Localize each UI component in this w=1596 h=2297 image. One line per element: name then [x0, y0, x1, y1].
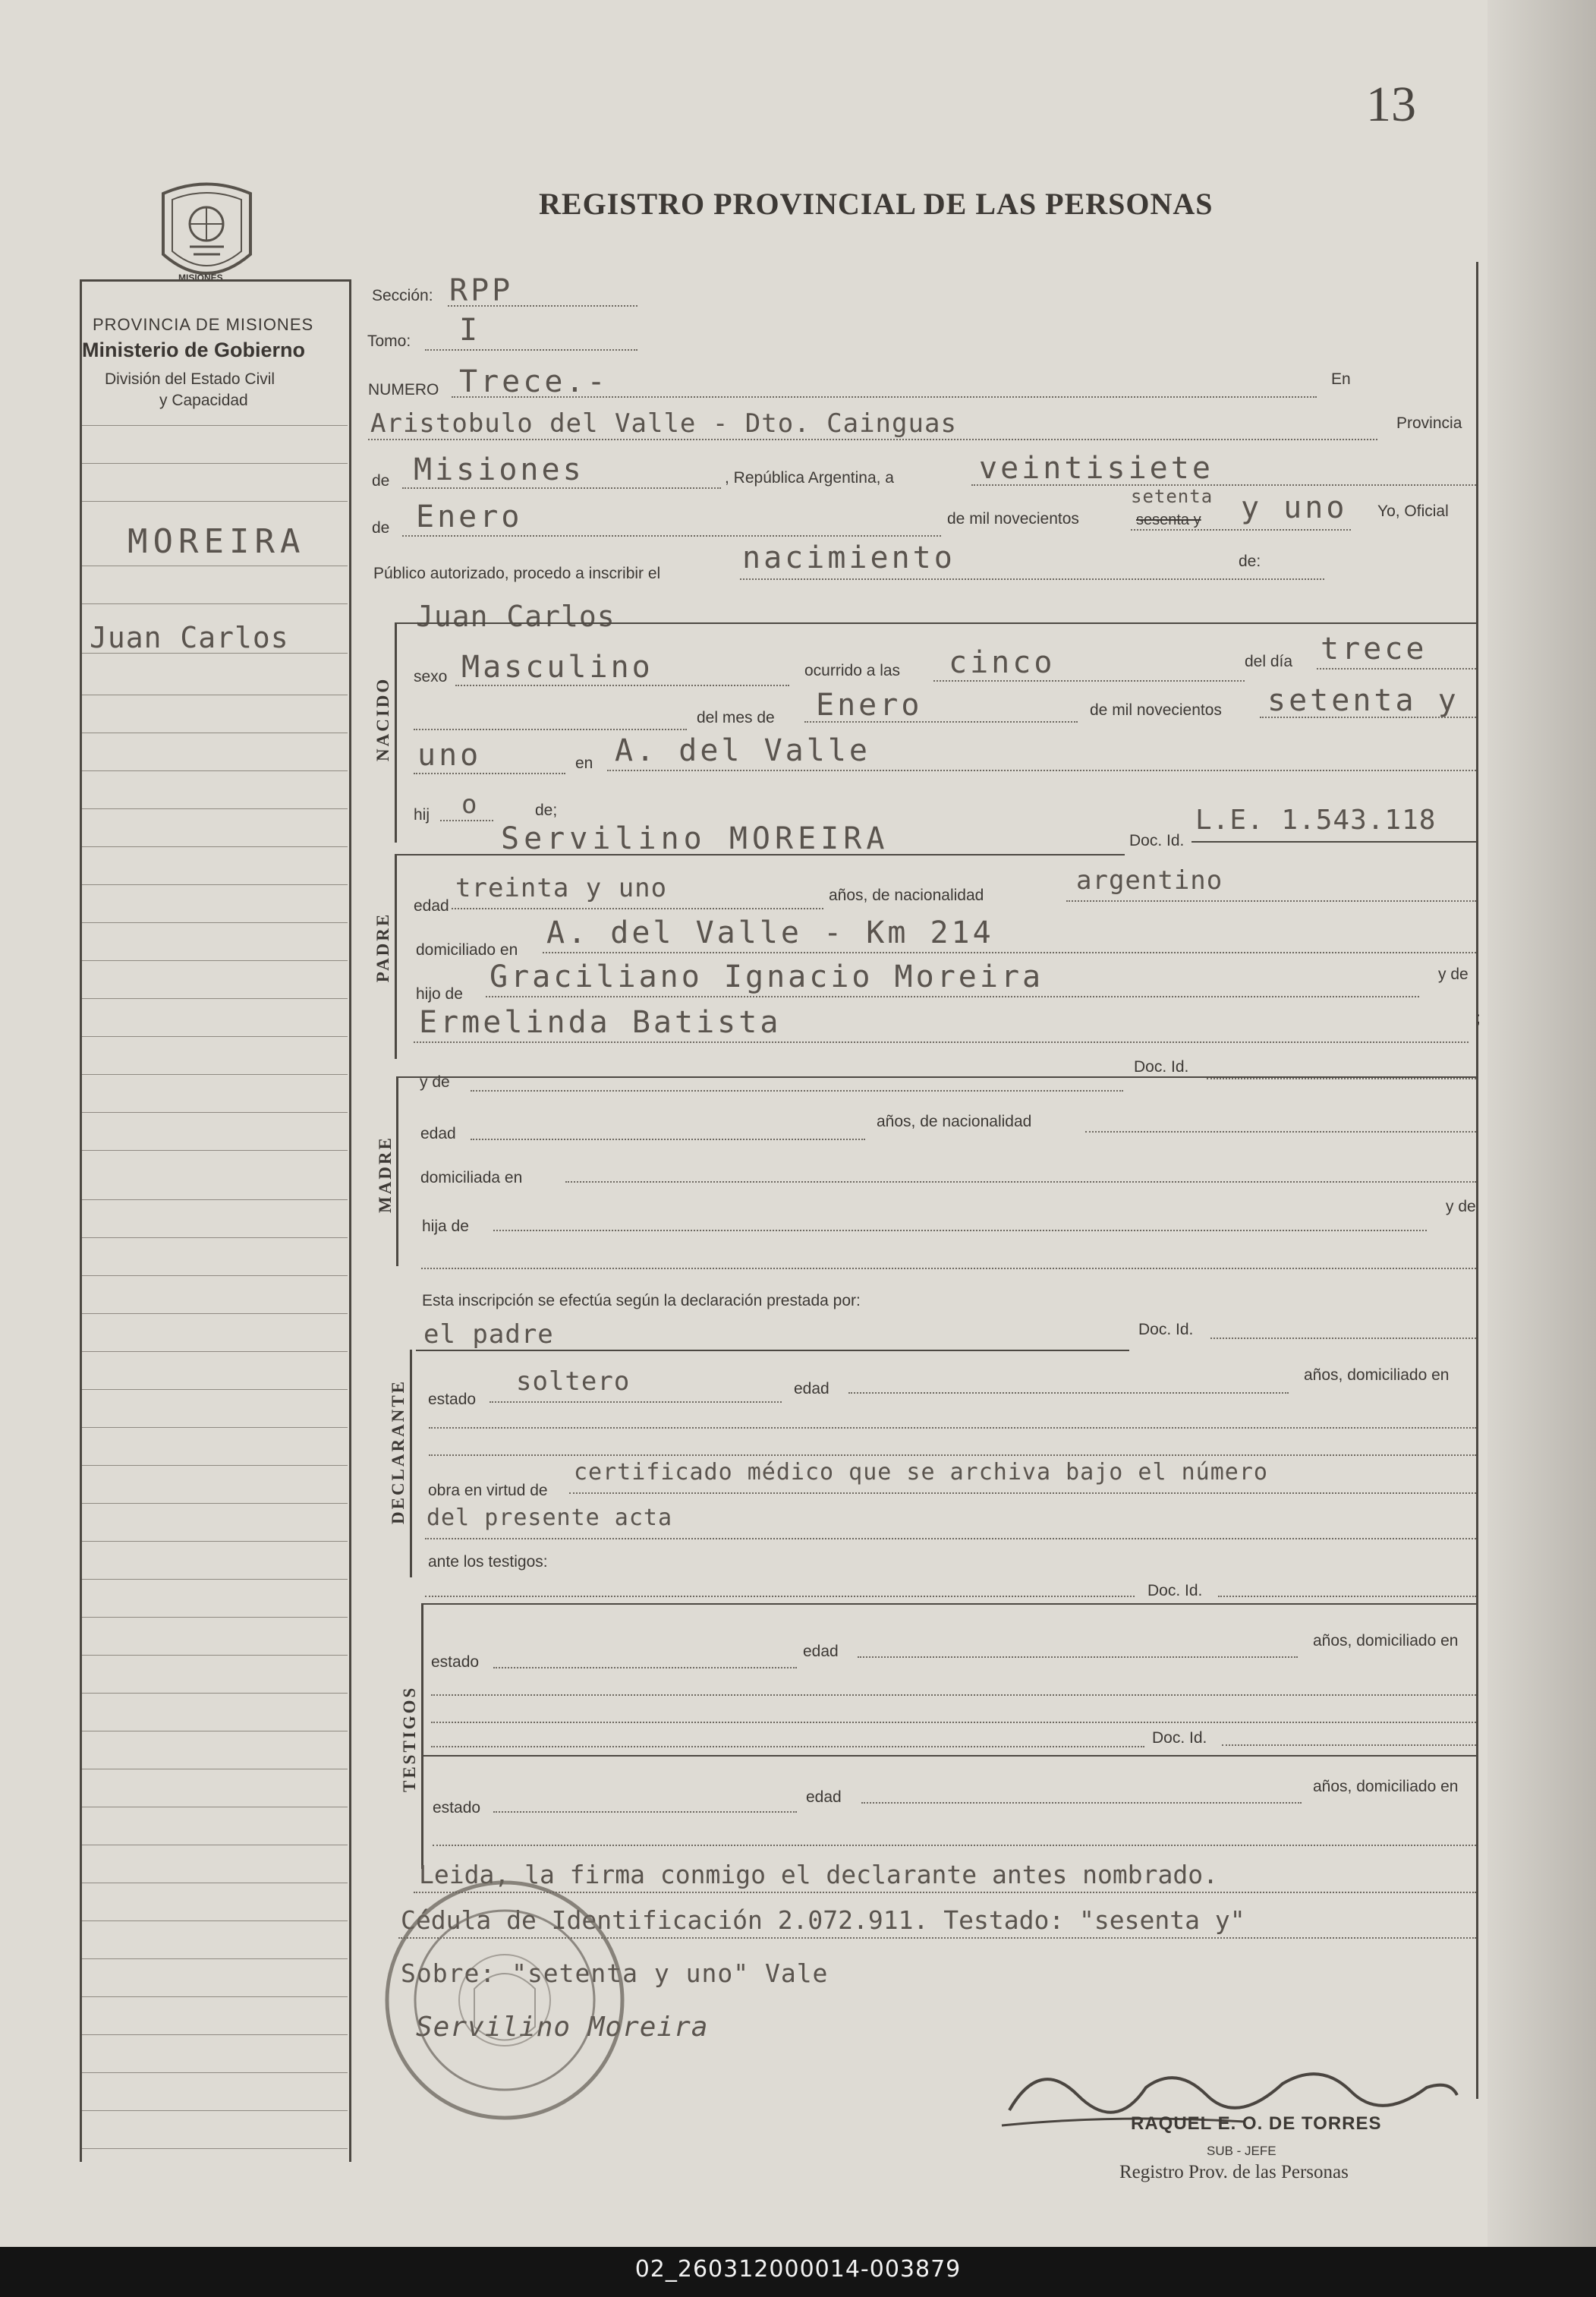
nacido-year-label: de mil novecientos	[1090, 701, 1222, 719]
child-name-rule	[396, 622, 1476, 624]
hour-value: cinco	[949, 645, 1056, 680]
declarante-estado-label: estado	[428, 1391, 477, 1408]
nacido-day-value: trece	[1321, 632, 1428, 666]
official-role: SUB - JEFE	[1207, 2144, 1276, 2158]
place-value: Aristobulo del Valle - Dto. Cainguas	[370, 408, 957, 439]
sexo-rule	[455, 685, 789, 686]
act-rule	[740, 578, 1324, 580]
provincia-label: Provincia	[1396, 414, 1462, 432]
nacido-bracket	[395, 622, 397, 843]
page-number: 13	[1366, 77, 1416, 132]
testigo2-edad-rule	[861, 1802, 1302, 1804]
right-border	[1476, 262, 1478, 2099]
seal-label: MISIONES	[178, 273, 223, 283]
padre-nac-rule	[1066, 900, 1476, 902]
seccion-rule	[448, 305, 637, 307]
padre-doc-rule	[1191, 841, 1476, 843]
testigo1-estado-label: estado	[431, 1653, 480, 1671]
nacido-year2-rule	[414, 773, 565, 774]
closing-line-1: Leida, la firma conmigo el declarante antes nombrado.	[419, 1860, 1218, 1889]
official-office: Registro Prov. de las Personas	[1119, 2162, 1349, 2182]
sidebar-division-2: y Capacidad	[159, 392, 248, 409]
declarante-estado-value: soltero	[516, 1366, 631, 1397]
madre-hija-de-label: hija de	[422, 1218, 469, 1235]
madre-edad-rule	[471, 1139, 865, 1140]
oficial-label: Yo, Oficial	[1377, 503, 1449, 520]
padre-bracket	[395, 854, 397, 1059]
year-rule	[1131, 529, 1351, 531]
madre-nac-rule	[1085, 1131, 1476, 1133]
de-label: de	[372, 472, 390, 490]
padre-father-rule	[486, 996, 1419, 997]
declarante-section-label: DECLARANTE	[389, 1379, 408, 1524]
declarante-doc-rule	[1210, 1338, 1476, 1339]
year-struck: sesenta y	[1136, 512, 1201, 528]
day-value: veintisiete	[979, 451, 1214, 486]
declarante-dom-label: años, domiciliado en	[1304, 1366, 1450, 1384]
padre-name-rule	[396, 854, 1125, 855]
padre-doc-value: L.E. 1.543.118	[1195, 805, 1437, 836]
closing-line-3: Sobre: "setenta y uno" Vale	[401, 1958, 829, 1988]
sidebar-province: PROVINCIA DE MISIONES	[93, 315, 314, 334]
page-edge-shadow	[1487, 0, 1596, 2247]
padre-hijo-de-label: hijo de	[416, 985, 463, 1003]
testigo1-dom-rule	[431, 1694, 1476, 1696]
nacido-year-value: setenta y	[1267, 683, 1459, 718]
nacido-month-rule	[804, 721, 1078, 723]
testigo2-dom-rule	[433, 1845, 1476, 1846]
sexo-label: sexo	[414, 668, 448, 685]
padre-dom-value: A. del Valle - Km 214	[546, 915, 994, 950]
madre-y-de-label: y de	[420, 1073, 450, 1091]
numero-value: Trece.-	[459, 364, 609, 399]
seccion-label: Sección:	[372, 287, 433, 304]
padre-mother-rule	[414, 1041, 1469, 1043]
declarante-name: el padre	[423, 1319, 554, 1350]
testigo2-estado-rule	[493, 1811, 797, 1813]
padre-doc-label: Doc. Id.	[1129, 832, 1185, 849]
declarante-dom-rule	[429, 1427, 1476, 1429]
padre-nac-value: argentino	[1076, 865, 1223, 896]
testigo2-doc-rule	[1222, 1744, 1476, 1746]
testigo1-dom-rule-2	[431, 1722, 1476, 1723]
testigo1-doc-label: Doc. Id.	[1147, 1582, 1203, 1599]
child-name: Juan Carlos	[416, 600, 615, 633]
madre-y-de2-label: y de	[1446, 1198, 1476, 1215]
del-dia-label: del día	[1245, 653, 1293, 670]
testigo1-edad-label: edad	[803, 1643, 839, 1660]
en-label: En	[1331, 370, 1351, 388]
hijo-rule	[440, 820, 493, 821]
mes-prefix-rule	[414, 729, 687, 730]
padre-semicolon: ;	[1476, 1010, 1481, 1027]
numero-rule	[452, 396, 1317, 398]
padre-dom-rule	[543, 952, 1476, 953]
hijo-label: hij	[414, 806, 430, 824]
testigo1-edad-rule	[858, 1656, 1298, 1658]
nacido-year-value-2: uno	[417, 738, 482, 773]
de2-label: de:	[1239, 553, 1261, 570]
year-label: de mil novecientos	[947, 510, 1079, 528]
year-value: y uno	[1241, 490, 1348, 525]
nacido-place-rule	[607, 770, 1476, 771]
madre-dom-rule	[565, 1181, 1476, 1183]
padre-section-label: PADRE	[373, 912, 392, 983]
sidebar-top-border	[80, 279, 349, 282]
madre-mother-rule	[421, 1268, 1476, 1269]
month-value: Enero	[416, 499, 523, 534]
testigos-section-label: TESTIGOS	[400, 1685, 419, 1792]
declarante-edad-rule	[848, 1392, 1289, 1394]
sidebar-given-names: Juan Carlos	[90, 621, 289, 654]
obra-value: certificado médico que se archiva bajo el número	[574, 1459, 1268, 1486]
nacido-place-value: A. del Valle	[615, 733, 870, 768]
act-value: nacimiento	[742, 540, 955, 575]
madre-section-label: MADRE	[376, 1136, 395, 1213]
obra-label: obra en virtud de	[428, 1482, 548, 1499]
hijo-de-label: de;	[535, 802, 558, 819]
province-value: Misiones	[414, 452, 584, 487]
padre-name: Servilino MOREIRA	[501, 821, 889, 856]
declarante-doc-label: Doc. Id.	[1138, 1321, 1194, 1338]
year-inserted: setenta	[1131, 486, 1214, 507]
declarante-intro: Esta inscripción se efectúa según la declaración prestada por:	[422, 1292, 861, 1309]
sidebar-ministry: Ministerio de Gobierno	[82, 339, 306, 361]
de-label-2: de	[372, 519, 390, 537]
testigo1-estado-rule	[493, 1667, 797, 1668]
testigo2-dom-label: años, domiciliado en	[1313, 1778, 1459, 1795]
ocurrido-label: ocurrido a las	[804, 662, 901, 679]
declarante-name-rule	[416, 1350, 1129, 1351]
day-rule	[971, 484, 1476, 486]
page-title: REGISTRO PROVINCIAL DE LAS PERSONAS	[539, 187, 1214, 221]
madre-doc-rule	[1207, 1078, 1476, 1079]
padre-mother-value: Ermelinda Batista	[419, 1005, 782, 1040]
padre-father-value: Graciliano Ignacio Moreira	[490, 959, 1044, 994]
declarante-bracket	[410, 1350, 412, 1577]
declarant-signature: Servilino Moreira	[416, 2012, 709, 2043]
padre-y-de-label: y de	[1438, 966, 1469, 983]
tomo-rule	[425, 349, 637, 351]
testigo2-edad-label: edad	[806, 1788, 842, 1806]
nacido-month-value: Enero	[816, 688, 923, 723]
numero-label: NUMERO	[368, 381, 439, 399]
testigo1-name-rule	[425, 1596, 1135, 1597]
declarante-edad-label: edad	[794, 1380, 829, 1397]
testigos-top-rule	[422, 1603, 1476, 1605]
madre-dom-label: domiciliada en	[420, 1169, 523, 1186]
hijo-value: o	[461, 789, 478, 820]
nacido-day-rule	[1317, 668, 1476, 670]
testigo2-doc-label: Doc. Id.	[1152, 1729, 1207, 1747]
madre-father-rule	[493, 1230, 1427, 1231]
padre-nac-label: años, de nacionalidad	[829, 887, 984, 904]
testigo1-dom-label: años, domiciliado en	[1313, 1632, 1459, 1649]
hour-rule	[933, 680, 1245, 682]
left-margin-border	[80, 279, 82, 2162]
misiones-seal-icon	[156, 178, 258, 292]
province-rule	[402, 487, 721, 489]
ministry-round-stamp	[379, 1875, 630, 2125]
seccion-value: RPP	[449, 273, 514, 308]
obra-value-2: del presente acta	[427, 1505, 673, 1531]
month-rule	[402, 535, 941, 537]
testigo2-estado-label: estado	[433, 1799, 481, 1816]
center-border	[349, 279, 351, 2162]
publico-label: Público autorizado, procedo a inscribir el	[373, 565, 661, 582]
testigos-intro: ante los testigos:	[428, 1553, 548, 1571]
tomo-label: Tomo:	[367, 332, 411, 350]
file-id: 02_260312000014-003879	[634, 2256, 962, 2283]
testigo2-top-rule	[423, 1755, 1476, 1757]
padre-edad-label: edad	[414, 897, 449, 915]
republica-label: , República Argentina, a	[725, 469, 894, 487]
sexo-value: Masculino	[461, 650, 653, 685]
declarante-estado-rule	[490, 1401, 782, 1403]
padre-edad-value: treinta y uno	[455, 873, 668, 903]
madre-edad-label: edad	[420, 1125, 456, 1142]
sidebar-division-1: División del Estado Civil	[105, 370, 275, 388]
nacido-section-label: NACIDO	[373, 676, 392, 761]
obra-rule	[569, 1492, 1476, 1494]
tomo-value: I	[459, 313, 481, 348]
madre-nac-label: años, de nacionalidad	[877, 1113, 1032, 1130]
official-name: RAQUEL E. O. DE TORRES	[1131, 2113, 1382, 2134]
madre-doc-label: Doc. Id.	[1134, 1058, 1189, 1076]
place-rule	[368, 439, 1377, 440]
closing-line-2: Cédula de Identificación 2.072.911. Testado: "sesenta y"	[401, 1905, 1245, 1935]
padre-dom-label: domiciliado en	[416, 941, 518, 959]
obra-rule-2	[425, 1538, 1476, 1539]
nacido-year-rule	[1260, 717, 1476, 718]
testigo2-name-rule	[431, 1746, 1144, 1747]
madre-bracket	[396, 1076, 398, 1266]
madre-name-rule	[471, 1090, 1123, 1092]
sidebar-surname: MOREIRA	[127, 522, 306, 561]
testigos-bracket	[421, 1603, 423, 1869]
mes-label: del mes de	[697, 709, 775, 726]
padre-edad-rule	[452, 908, 823, 909]
declarante-dom-rule-2	[429, 1454, 1476, 1456]
nacido-en-label: en	[575, 755, 593, 772]
testigo1-doc-rule	[1218, 1596, 1476, 1597]
